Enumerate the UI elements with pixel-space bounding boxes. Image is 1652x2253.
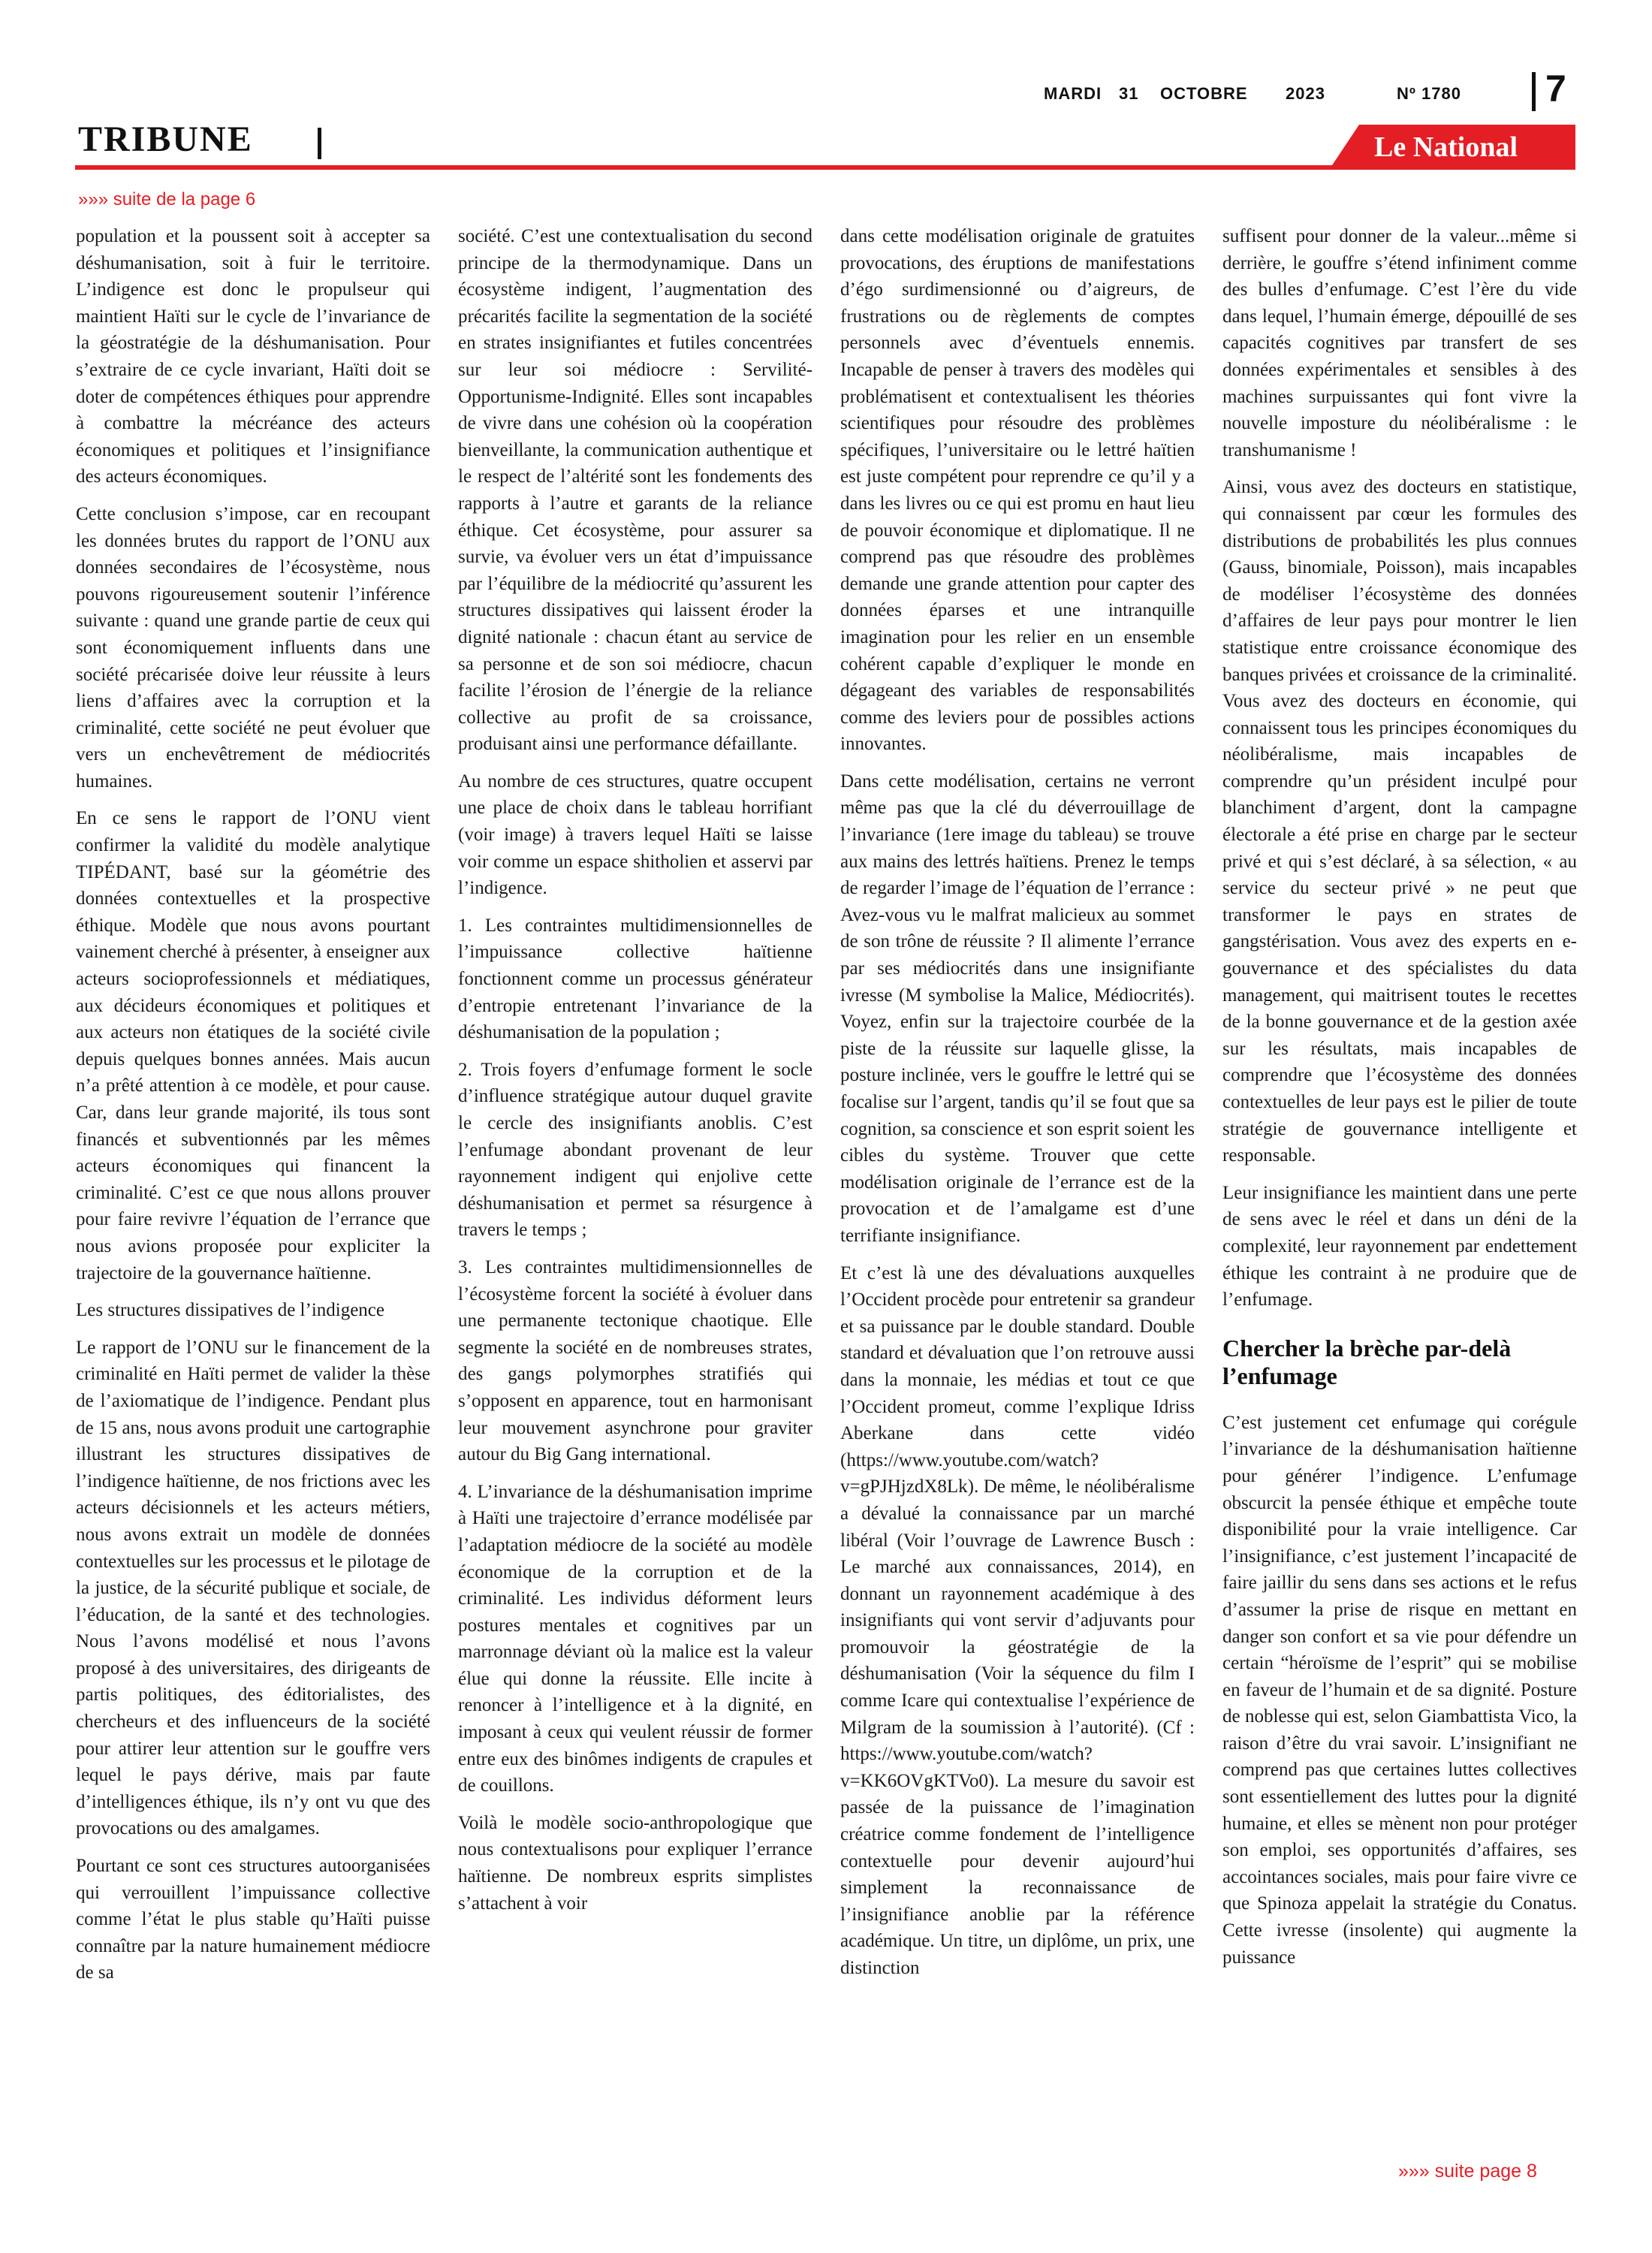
continued-on-link[interactable]: »»» suite page 8: [1398, 2161, 1537, 2182]
newspaper-logo: Le National: [1374, 131, 1518, 163]
paragraph: suffisent pour donner de la valeur...même si derrière, le gouffre s’étend infiniment comme des bulles d’enfumage. C’est l’ère du vide dans lequel, l’humain émerge, dépouillé de ses capacités cognitives par transfert de ses données expérimentales et sensibles à des machines surpuissantes qui font vivre la nouvelle imposture du néolibéralisme : le transhumanisme !: [1222, 226, 1577, 460]
paragraph: Dans cette modélisation, certains ne verront même pas que la clé du déverrouillage de l’invariance (1ere image du tableau) se trouve aux mains des lettrés haïtiens. Prenez le temps de regarder l’image de l’équation de l’errance : Avez-vous vu le malfrat malicieux au sommet de son trône de réussite ? Il alimente l’errance par ses médiocrités dans une insignifiante ivresse (M symbolise la Malice, Médiocrités). Voyez, enfin sur la trajectoire courbée de la piste de la réussite sur laquelle glisse, la posture inclinée, vers le gouffre le lettré qui se focalise sur l’argent, tandis qu’il se fout que sa cognition, sa conscience et son esprit soient les cibles du système. Trouver que cette modélisation originale de l’errance est de la provocation et de l’amalgame est d’une terrifiante insignifiance.: [840, 771, 1195, 1246]
paragraph: population et la poussent soit à accepter sa déshumanisation, soit à fuir le territoire. L’indigence est donc le propulseur qui maintient Haïti sur le cycle de l’invariance de la géostratégie de la déshumanisation. Pour s’extraire de ce cycle invariant, Haïti doit se doter de compétences éthiques pour apprendre à combattre la mécréance des acteurs économiques et politiques et l’insignifiance des acteurs économiques.: [76, 226, 430, 487]
continued-from-link[interactable]: »»» suite de la page 6: [78, 189, 256, 210]
page-number: 7: [1545, 68, 1566, 110]
list-item: 4. L’invariance de la déshumanisation imprime à Haïti une trajectoire d’errance modélisée par l’adaptation médiocre de la société au modèle économique de la corruption et de la criminalité. Les individus déforment leurs postures mentales et cognitives par un marronnage déviant où la malice est la valeur élue qui donne la réussite. Elle incite à renoncer à l’intelligence et à la dignité, en imposant à ceux qui veulent réussir de former entre eux des binômes indigents de crapules et de couillons.: [458, 1481, 812, 1796]
article-column-3: [840, 223, 1195, 1992]
list-item: 3. Les contraintes multidimensionnelles de l’écosystème forcent la société à évoluer dans une permanente tectonique chaotique. Elle segmente la société en de nombreuses strates, des gangs polymorphes stratifiés qui s’opposent en apparence, tout en harmonisant leur mouvement asynchrone pour graviter autour du Big Gang international.: [458, 1256, 812, 1465]
paragraph: Pourtant ce sont ces structures autoorganisées qui verrouillent l’impuissance collective comme l’état le plus stable qu’Haïti puisse connaître par la nature humainement médiocre de sa: [76, 1856, 430, 1983]
paragraph: dans cette modélisation originale de gratuites provocations, des éruptions de manifestations d’égo surdimensionné ou d’aigreurs, de frustrations ou de règlements de comptes personnels avec d’éventuels ennemis. Incapable de penser à travers des modèles qui problématisent et contextualisent les théories scientifiques pour résoudre des problèmes spécifiques, l’universitaire ou le lettré haïtien est juste compétent pour reprendre ce qu’il y a dans les livres ou ce qui est promu en haut lieu de pouvoir économique et diplomatique. Il ne comprend pas que résoudre des problèmes demande une grande attention pour capter des données éparses et une intranquille imagination pour les relier en un ensemble cohérent capable d’expliquer le monde en dégageant des variables de responsabilités comme des leviers pour de possibles actions innovantes.: [840, 226, 1195, 755]
date-number: 31: [1119, 84, 1139, 103]
article-column-4: [1222, 223, 1577, 1981]
section-divider: [318, 128, 321, 159]
paragraph: Cette conclusion s’impose, car en recoupant les données brutes du rapport de l’ONU aux données secondaires de l’écosystème, nous pouvons rigoureusement soutenir l’inférence suivante : quand une grande partie de ceux qui sont économiquement influents dans une société précarisée doive leur réussite à leurs liens d’affaires avec la corruption et la criminalité, cette société ne peut évoluer que vers un enchevêtrement de médiocrités humaines.: [76, 503, 430, 792]
issue-number: Nº 1780: [1397, 84, 1461, 103]
paragraph: Ainsi, vous avez des docteurs en statistique, qui connaissent par cœur les formules des distributions de probabilités les plus connues (Gauss, binomiale, Poisson), mais incapables de modéliser l’écosystème des données d’affaires de leur pays pour montrer le lien statistique entre croissance économique des banques privées et croissance de la criminalité. Vous avez des docteurs en économie, qui connaissent tous les principes économiques du néolibéralisme, mais incapables de comprendre qu’un président inculpé pour blanchiment d’argent, dont la campagne électorale a été prise en charge par le secteur privé et qui s’est déclaré, à sa sélection, « au service du secteur privé » ne peut que transformer le pays en strates de gangstérisation. Vous avez des experts en e-gouvernance et des spécialistes du data management, qui maitrisent toutes le recettes de la bonne gouvernance et de la gestion axée sur les résultats, mais incapables de comprendre que l’écosystème des données contextuelles de leur pays est le pilier de toute stratégie de gouvernance intelligente et responsable.: [1222, 477, 1577, 1166]
paragraph: C’est justement cet enfumage qui corégule l’invariance de la déshumanisation haïtienne pour générer l’indigence. L’enfumage obscurcit la pensée éthique et empêche toute disponibilité pour la vraie intelligence. Car l’insignifiance, c’est justement l’incapacité de faire jaillir du sens dans ses actions et le refus d’assumer la prise de risque en mettant en danger son confort et sa vie pour défendre un certain “héroïsme de l’esprit” qui se mobilise en faveur de l’humain et de sa dignité. Posture de noblesse qui est, selon Giambattista Vico, la raison d’être du vrai savoir. L’insignifiant ne comprend pas que certaines luttes collectives sont essentiellement des luttes pour la dignité humaine, et elles se mènent non pour protéger son emploi, ses opportunités d’affaires, ses accointances sociales, mais pour faire vivre ce que Spinoza appelait la stratégie du Conatus. Cette ivresse (insolente) qui augmente la puissance: [1222, 1412, 1577, 1968]
paragraph: société. C’est une contextualisation du second principe de la thermodynamique. Dans un écosystème indigent, l’augmentation des précarités facilite la segmentation de la société en strates insignifiantes et futiles concentrées sur leur soi médiocre : Servilité-Opportunisme-Indignité. Elles sont incapables de vivre dans une cohésion où la coopération bienveillante, la communication authentique et le respect de l’altérité sont les fondements des rapports à l’autre et garants de la reliance éthique. Cet écosystème, pour assurer sa survie, va évoluer vers un état d’impuissance par l’équilibre de la médiocrité qu’assurent les structures dissipatives qui laissent éroder la dignité nationale : chacun étant au service de sa personne et de son soi médiocre, chacun facilite l’érosion de l’énergie de la reliance collective au profit de sa croissance, produisant ainsi une performance défaillante.: [458, 226, 812, 755]
subheading: Les structures dissipatives de l’indigence: [76, 1300, 384, 1321]
paragraph: Et c’est là une des dévaluations auxquelles l’Occident procède pour entretenir sa grandeur et sa puissance par le double standard. Double standard et dévaluation que l’on retrouve aussi dans la monnaie, les médias et tout ce que l’Occident promeut, comme l’explique Idriss Aberkane dans cette vidéo (https://www.youtube.com/watch?v=gPJHjzdX8Lk). De même, le néolibéralisme a dévalué la connaissance par un marché libéral (Voir l’ouvrage de Lawrence Busch : Le marché aux connaissances, 2014), en donnant un rayonnement académique à des insignifiants qui vont servir d’adjuvants pour promouvoir la géostratégie de la déshumanisation (Voir la séquence du film I comme Icare qui contextualise l’expérience de Milgram de la soumission à l’autorité). (Cf : https://www.youtube.com/watch?v=KK6OVgKTVo0). La mesure du savoir est passée de la puissance de l’imagination créatrice comme fondement de l’intelligence contextuelle pour devenir aujourd’hui simplement la reconnaissance de l’insignifiance anoblie par la référence académique. Un titre, un diplôme, un prix, une distinction: [840, 1262, 1195, 1978]
paragraph: Voilà le modèle socio-anthropologique que nous contextualisons pour expliquer l’errance haïtienne. De nombreux esprits simplistes s’attachent à voir: [458, 1812, 812, 1914]
list-item: 1. Les contraintes multidimensionnelles de l’impuissance collective haïtienne fonctionnent comme un processus générateur d’entropie entretenant l’invariance de la déshumanisation de la population ;: [458, 915, 812, 1043]
article-column-2: [458, 223, 812, 1927]
date-year: 2023: [1286, 84, 1325, 103]
section-title: TRIBUNE: [78, 119, 253, 159]
header-divider: [1532, 72, 1536, 111]
date-month: OCTOBRE: [1160, 84, 1248, 103]
paragraph: Leur insignifiance les maintient dans une perte de sens avec le réel et dans un déni de la complexité, leur rayonnement par endettement éthique les contraint à ne produire que de l’enfumage.: [1222, 1182, 1577, 1310]
paragraph: En ce sens le rapport de l’ONU vient confirmer la validité du modèle analytique TIPÉDANT, basé sur la géométrie des données contextuelles et la prospective éthique. Modèle que nous avons pourtant vainement cherché à présenter, à enseigner aux acteurs socioprofessionnels et médiatiques, aux décideurs économiques et politiques et aux acteurs non étatiques de la société civile depuis quelques bonnes années. Mais aucun n’a prêté attention à ce modèle, et pour cause. Car, dans leur grande majorité, ils tous sont financés et subventionnés par les mêmes acteurs économiques qui financent la criminalité. C’est ce que nous allons prouver pour faire revivre l’équation de l’errance que nous avions proposée pour expliciter la trajectoire de la gouvernance haïtienne.: [76, 808, 430, 1283]
list-item: 2. Trois foyers d’enfumage forment le socle d’influence stratégique autour duquel gravite le cercle des insignifiants anoblis. C’est l’enfumage abondant provenant de leur rayonnement indigent qui enjolive cette déshumanisation et permet sa résurgence à travers le temps ;: [458, 1059, 812, 1241]
section-heading: Chercher la brèche par-delà l’enfumage: [1222, 1334, 1512, 1389]
article-column-1: [76, 223, 430, 1997]
date-day: MARDI: [1044, 84, 1102, 103]
paragraph: Au nombre de ces structures, quatre occupent une place de choix dans le tableau horrifiant (voir image) à travers lequel Haïti se laisse voir comme un espace shitholien et asservi par l’indigence.: [458, 771, 812, 899]
paragraph: Le rapport de l’ONU sur le financement de la criminalité en Haïti permet de valider la thèse de l’axiomatique de l’indigence. Pendant plus de 15 ans, nous avons produit une cartographie illustrant les structures dissipatives de l’indigence haïtienne, de nos frictions avec les acteurs décisionnels et les acteurs métiers, nous avons extrait un modèle de données contextuelles sur les processus et le pilotage de la justice, de la sécurité publique et sociale, de l’éducation, de la santé et des technologies. Nous l’avons modélisé et nous l’avons proposé à des universitaires, des dirigeants de partis politiques, des éditorialistes, des chercheurs et des influenceurs de la société pour attirer leur attention sur le gouffre vers lequel le pays dérive, mais par faute d’intelligences éthique, ils n’y ont vu que des provocations ou des amalgames.: [76, 1337, 430, 1839]
